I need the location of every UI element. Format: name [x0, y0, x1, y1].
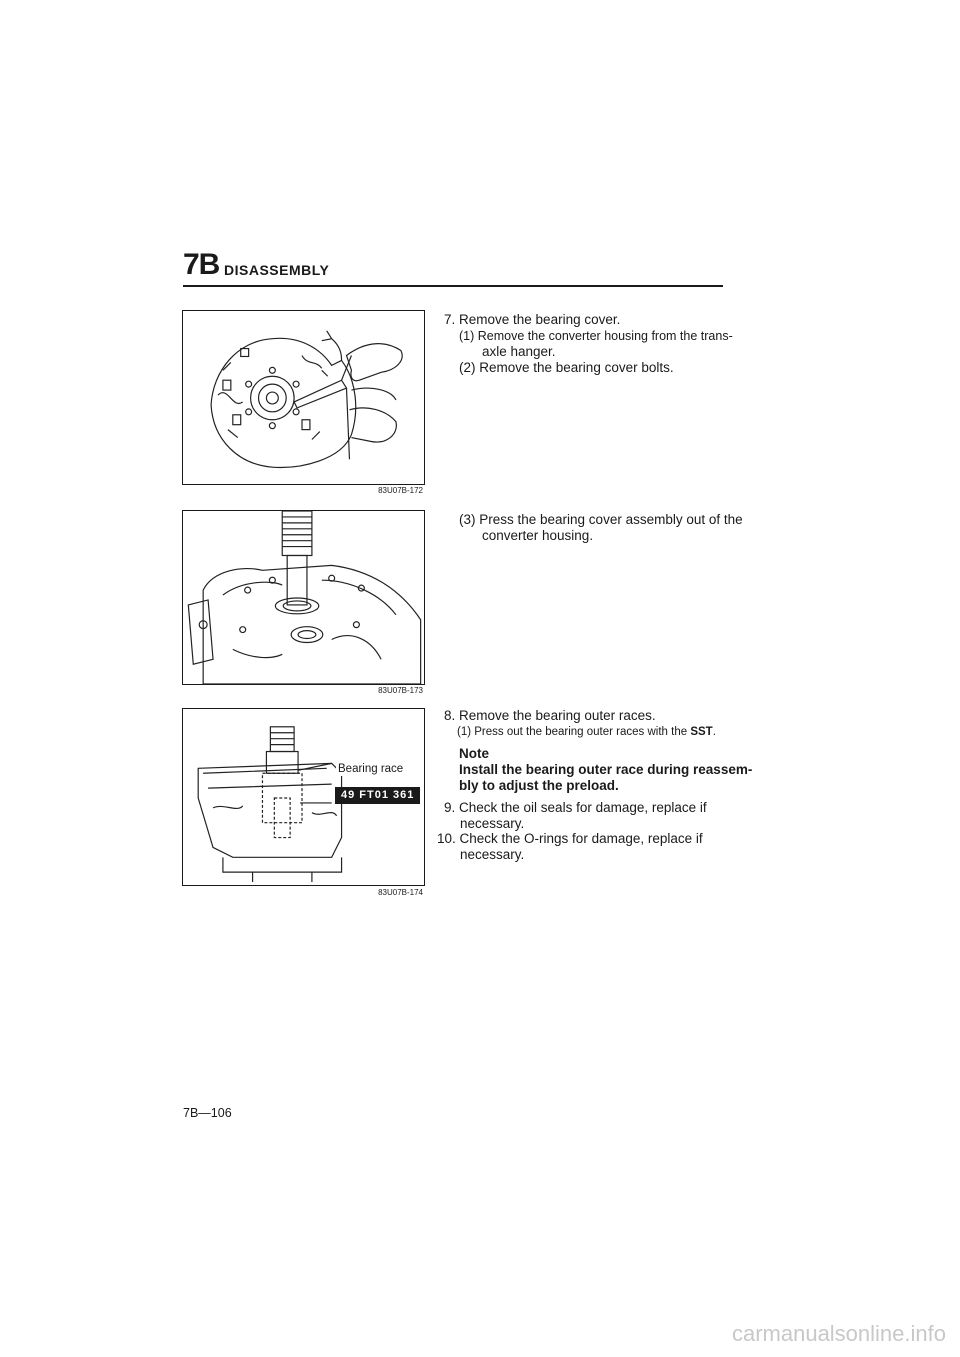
header-rule [183, 285, 723, 287]
label-sst-number: 49 FT01 361 [335, 787, 420, 804]
figure-bearing-cover-bolts [182, 310, 425, 485]
footer-watermark: carmanualsonline.info [731, 1321, 946, 1346]
step-7-sub-3a: (3) Press the bearing cover assembly out of the [459, 512, 743, 527]
figure-3-caption: 83U07B-174 [378, 888, 423, 897]
step-10-line-2: necessary. [460, 847, 525, 862]
figure-1-caption: 83U07B-172 [378, 486, 423, 495]
step-9-line-1: 9. Check the oil seals for damage, replace if [444, 800, 707, 815]
step-9 [444, 800, 707, 832]
section-title: DISASSEMBLY [224, 262, 330, 278]
figure-press-bearing-cover [182, 510, 425, 685]
step-10 [437, 831, 703, 863]
step-7 [444, 312, 733, 376]
note-line-1: Install the bearing outer race during reassem- [459, 762, 753, 777]
page-number: 7B—106 [183, 1106, 232, 1120]
step-9-line-2: necessary. [460, 816, 525, 831]
step-7-sub-2: (2) Remove the bearing cover bolts. [459, 360, 674, 375]
label-bearing-race: Bearing race [338, 763, 404, 775]
step-7-sub-3 [459, 512, 743, 544]
step-8-sub-1-end: . [712, 726, 716, 738]
step-8 [444, 708, 716, 740]
step-8-sst: SST [690, 726, 713, 738]
note-block [459, 746, 752, 794]
step-8-sub-1 [444, 724, 716, 740]
section-code: 7B [183, 248, 220, 281]
step-7-sub-3b: converter housing. [482, 528, 594, 543]
step-7-title: 7. Remove the bearing cover. [444, 312, 621, 327]
illustration-press [183, 511, 424, 684]
note-line-2: bly to adjust the preload. [459, 778, 619, 793]
note-title: Note [459, 746, 489, 761]
figure-2-caption: 83U07B-173 [378, 686, 423, 695]
illustration-bearing-cover [183, 311, 424, 484]
step-7-sub-1a: (1) Remove the converter housing from the trans- [459, 329, 733, 343]
step-10-line-1: 10. Check the O-rings for damage, replace if [437, 831, 703, 846]
step-7-sub-1b: axle hanger. [482, 344, 556, 359]
step-8-title: 8. Remove the bearing outer races. [444, 708, 656, 723]
step-8-sub-1-text: (1) Press out the bearing outer races with the [457, 726, 691, 738]
